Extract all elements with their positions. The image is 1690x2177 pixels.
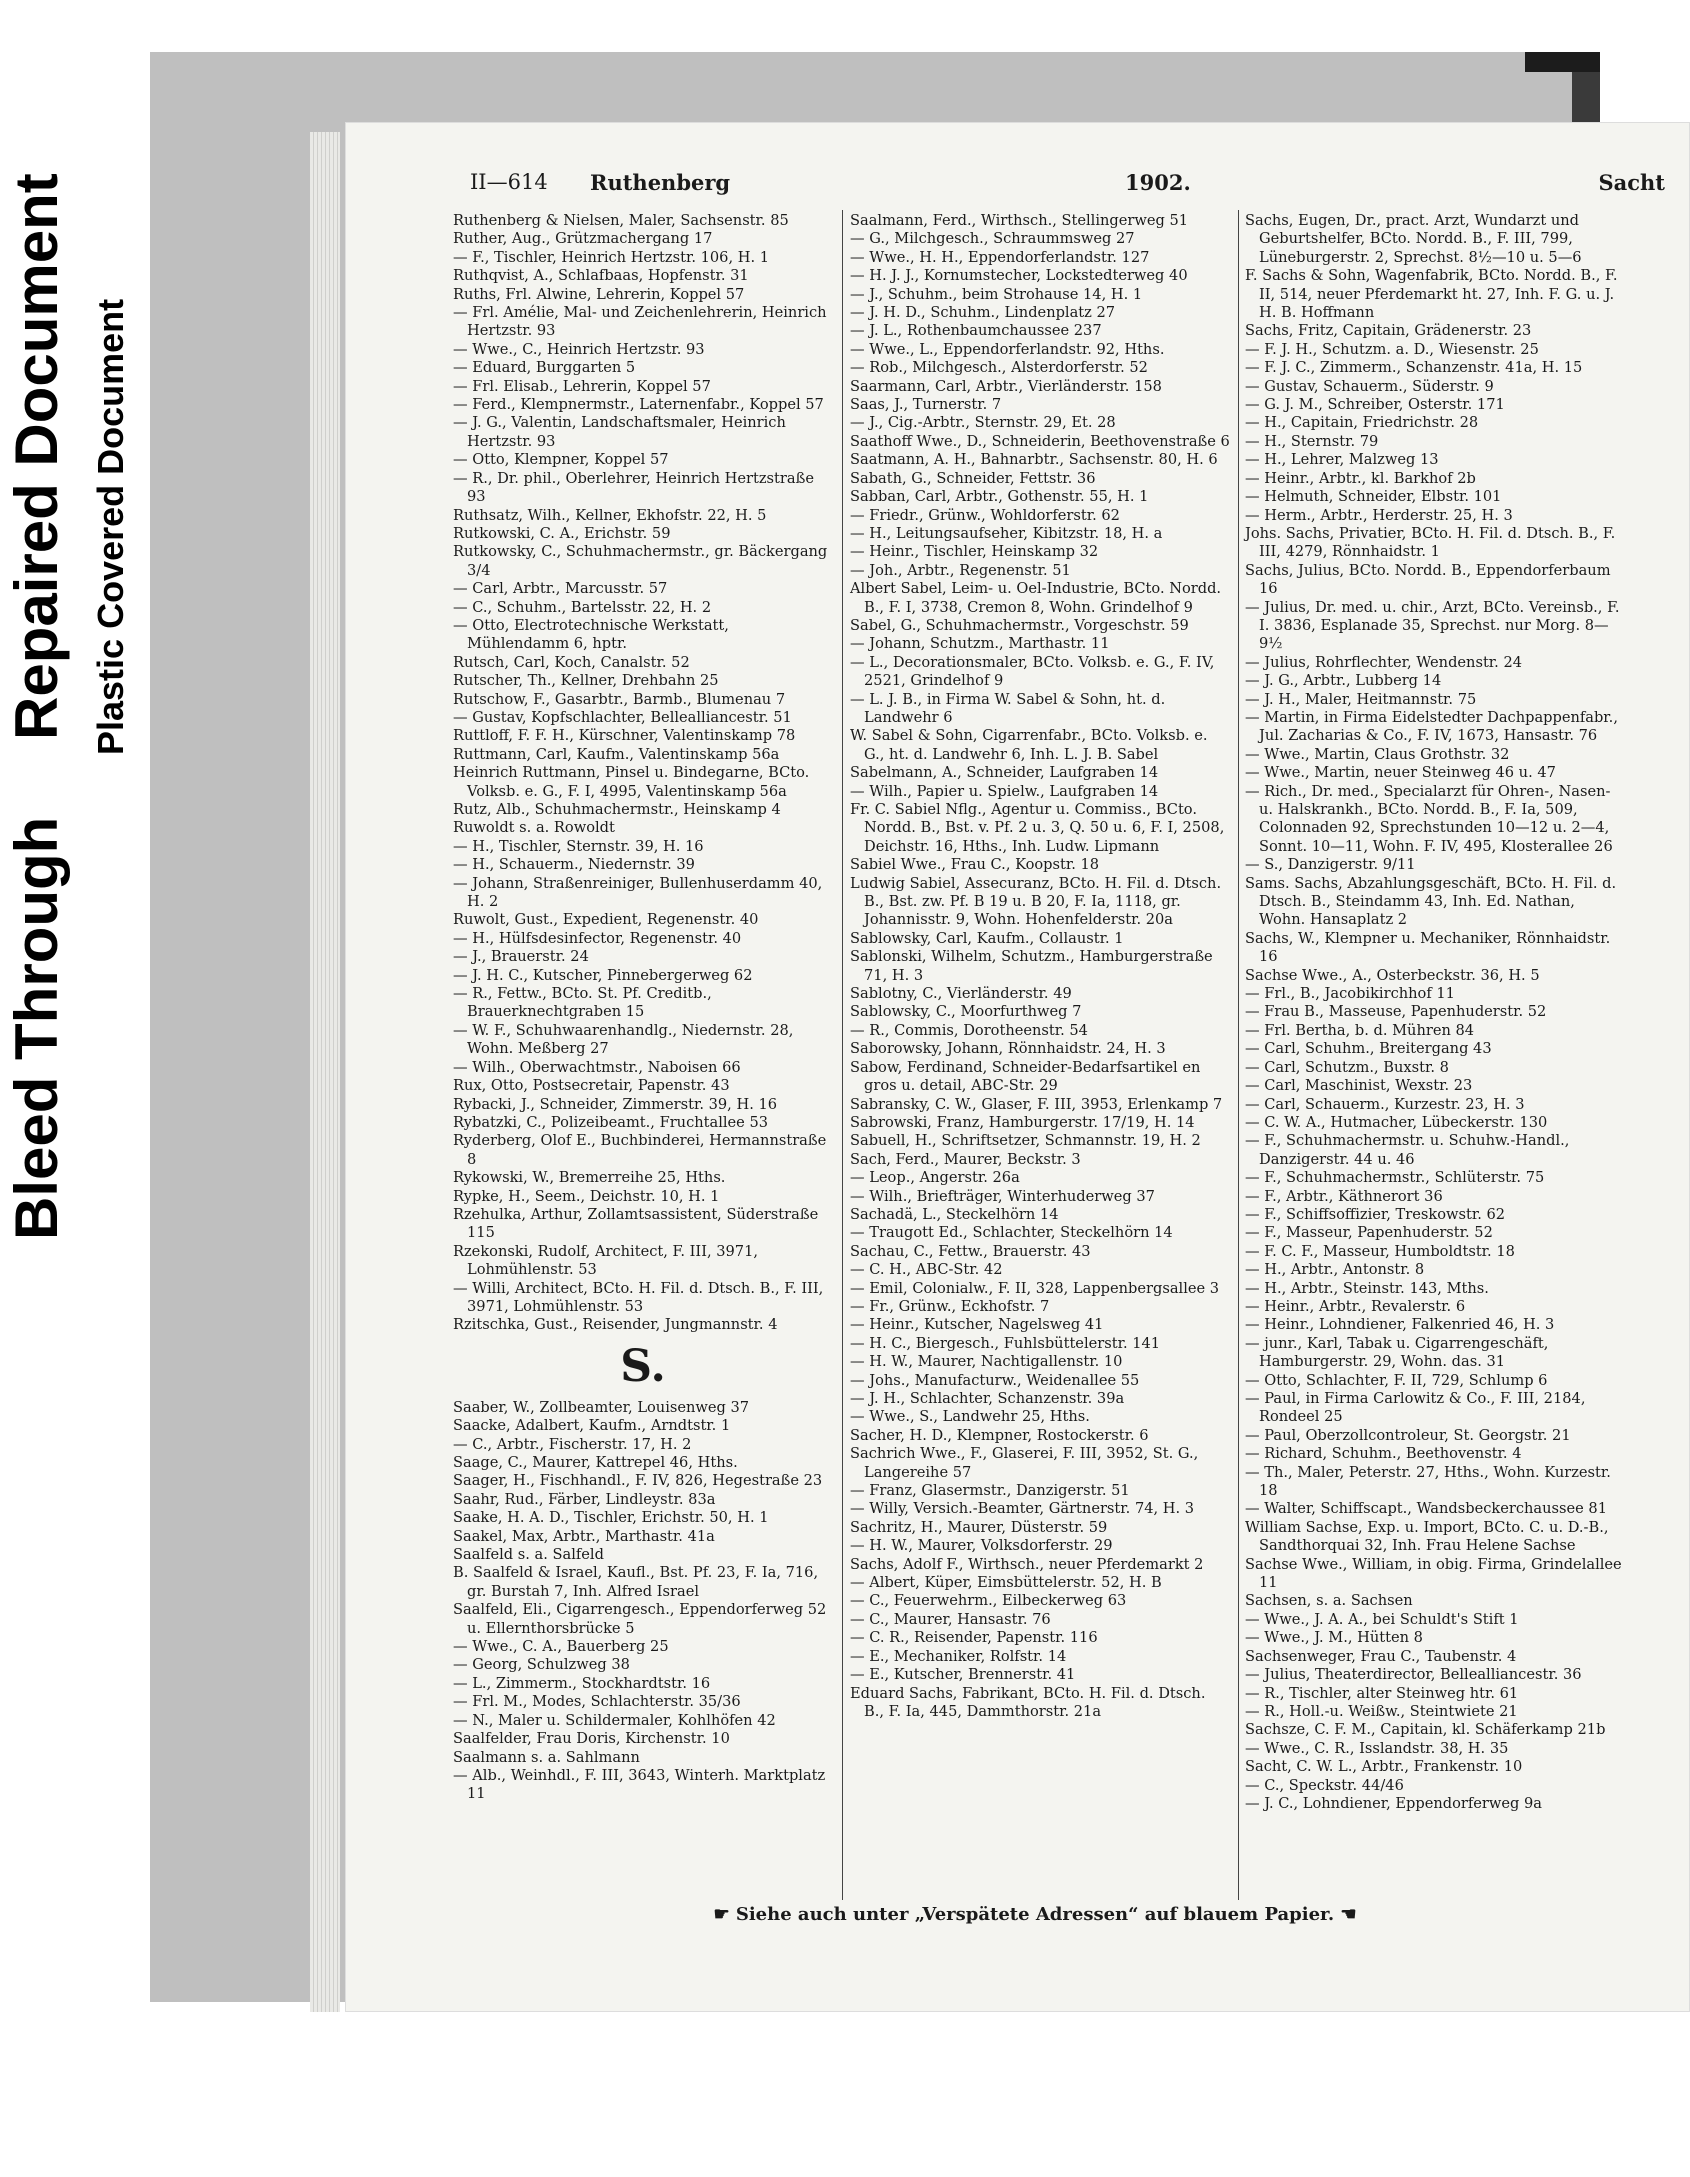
- directory-entry: — J., Cig.-Arbtr., Sternstr. 29, Et. 28: [850, 414, 1116, 432]
- page-number: II—614: [470, 170, 548, 194]
- right-keyword: Sacht: [1598, 170, 1665, 195]
- directory-entry: Sachse Wwe., William, in obig. Firma, Grindelallee 11: [1245, 1555, 1622, 1592]
- directory-entry: — J. H., Schlachter, Schanzenstr. 39a: [850, 1390, 1125, 1407]
- directory-entry: — L., Zimmerm., Stockhardtstr. 16: [453, 1674, 711, 1692]
- directory-entry: Sabiel Wwe., Frau C., Koopstr. 18: [850, 856, 1100, 874]
- directory-entry: Saakel, Max, Arbtr., Marthastr. 41a: [453, 1527, 715, 1545]
- directory-entry: Sach, Ferd., Maurer, Beckstr. 3: [850, 1150, 1081, 1168]
- directory-entry: — L., Decorationsmaler, BCto. Volksb. e. G., F. IV, 2521, Grindelhof 9: [850, 653, 1215, 690]
- directory-entry: — Julius, Rohrflechter, Wendenstr. 24: [1245, 653, 1523, 671]
- directory-entry: — Willy, Versich.-Beamter, Gärtnerstr. 74, H. 3: [850, 1500, 1195, 1518]
- directory-entry: Sabrowski, Franz, Hamburgerstr. 17/19, H. 14: [850, 1113, 1195, 1131]
- directory-entry: — H., Arbtr., Antonstr. 8: [1245, 1261, 1425, 1279]
- directory-entry: — Wilh., Briefträger, Winterhuderweg 37: [850, 1187, 1155, 1205]
- directory-entry: Sachritz, H., Maurer, Düsterstr. 59: [850, 1518, 1108, 1536]
- directory-entry: — Heinr., Lohndiener, Falkenried 46, H. 3: [1245, 1316, 1555, 1334]
- directory-entry: — Wwe., C. A., Bauerberg 25: [453, 1638, 669, 1656]
- directory-entry: — Heinr., Arbtr., kl. Barkhof 2b: [1245, 469, 1476, 487]
- directory-entry: — F., Schuhmachermstr. u. Schuhw.-Handl., Danzigerstr. 44 u. 46: [1245, 1132, 1570, 1168]
- directory-entry: — Heinr., Kutscher, Nagelsweg 41: [850, 1316, 1104, 1334]
- directory-entry: — Wilh., Papier u. Spielw., Laufgraben 14: [850, 782, 1159, 800]
- directory-entry: — J. C., Lohndiener, Eppendorferweg 9a: [1245, 1794, 1542, 1812]
- directory-entry: — E., Kutscher, Brennerstr. 41: [850, 1666, 1076, 1684]
- directory-entry: Saalmann, Ferd., Wirthsch., Stellingerweg 51: [850, 212, 1189, 229]
- directory-entry: Fr. C. Sabiel Nflg., Agentur u. Commiss., BCto. Nordd. B., Bst. v. Pf. 2 u. 3, Q. 50 u. 6, F. I, 2508, Deichstr. 16, Hths., Inh. Ludw. Lipmann: [850, 801, 1225, 855]
- directory-entry: — R., Fettw., BCto. St. Pf. Creditb., Brauerknechtgraben 15: [453, 985, 712, 1021]
- directory-entry: W. Sabel & Sohn, Cigarrenfabr., BCto. Volksb. e. G., ht. d. Landwehr 6, Inh. L. J. B. Sabel: [850, 727, 1208, 763]
- directory-entry: Ruthenberg & Nielsen, Maler, Sachsenstr. 85: [453, 212, 789, 229]
- directory-entry: Rybacki, J., Schneider, Zimmerstr. 39, H. 16: [453, 1095, 778, 1113]
- directory-entry: — H., Schauerm., Niedernstr. 39: [453, 856, 695, 874]
- directory-entry: — Frl. M., Modes, Schlachterstr. 35/36: [453, 1693, 741, 1711]
- directory-entry: — Friedr., Grünw., Wohldorferstr. 62: [850, 506, 1120, 524]
- directory-entry: Sablowsky, C., Moorfurthweg 7: [850, 1003, 1082, 1021]
- directory-entry: — G., Milchgesch., Schraummsweg 27: [850, 230, 1135, 248]
- directory-entry: Sablonski, Wilhelm, Schutzm., Hamburgerstraße 71, H. 3: [850, 948, 1213, 984]
- bleed-through-label: Bleed Through: [3, 816, 70, 1240]
- column-divider: [1238, 210, 1239, 1900]
- directory-entry: Rzekonski, Rudolf, Architect, F. III, 3971, Lohmühlenstr. 53: [453, 1242, 759, 1279]
- directory-entry: — H., Tischler, Sternstr. 39, H. 16: [453, 837, 704, 855]
- directory-entry: Ruthqvist, A., Schlafbaas, Hopfenstr. 31: [453, 267, 749, 285]
- directory-entry: — Frl. Amélie, Mal- und Zeichenlehrerin, Heinrich Hertzstr. 93: [453, 304, 827, 340]
- directory-entry: Rutz, Alb., Schuhmachermstr., Heinskamp 4: [453, 801, 781, 818]
- side-labels: [0, 0, 150, 2177]
- directory-entry: — Emil, Colonialw., F. II, 328, Lappenbergsallee 3: [850, 1279, 1220, 1297]
- directory-entry: — S., Danzigerstr. 9/11: [1245, 856, 1416, 874]
- directory-entry: — Traugott Ed., Schlachter, Steckelhörn 14: [850, 1224, 1173, 1242]
- directory-entry: — Frau B., Masseuse, Papenhuderstr. 52: [1245, 1003, 1547, 1021]
- directory-entry: — Frl. Bertha, b. d. Mühren 84: [1245, 1021, 1475, 1039]
- directory-entry: — Wilh., Oberwachtmstr., Naboisen 66: [453, 1058, 741, 1076]
- directory-entry: — G. J. M., Schreiber, Osterstr. 171: [1245, 396, 1505, 414]
- directory-entry: Rutkowski, C. A., Erichstr. 59: [453, 524, 671, 542]
- directory-entry: — Paul, Oberzollcontroleur, St. Georgstr. 21: [1245, 1426, 1571, 1444]
- directory-column-1: [453, 212, 833, 1902]
- directory-entry: Saalfeld s. a. Salfeld: [453, 1546, 604, 1564]
- directory-entry: — J., Brauerstr. 24: [453, 948, 589, 966]
- directory-entry: Sabel, G., Schuhmachermstr., Vorgeschstr. 59: [850, 616, 1189, 634]
- directory-entry: Saalfeld, Eli., Cigarrengesch., Eppendorferweg 52 u. Ellernthorsbrücke 5: [453, 1601, 827, 1637]
- directory-entry: Sachsen, s. a. Sachsen: [1245, 1592, 1413, 1610]
- directory-entry: Rzitschka, Gust., Reisender, Jungmannstr. 4: [453, 1316, 778, 1334]
- directory-entry: — Frl. Elisab., Lehrerin, Koppel 57: [453, 377, 711, 395]
- directory-entry: — Wwe., Martin, Claus Grothstr. 32: [1245, 745, 1510, 763]
- repaired-document-label: Repaired Document: [3, 173, 70, 740]
- directory-entry: — Helmuth, Schneider, Elbstr. 101: [1245, 488, 1502, 506]
- directory-entry: — Eduard, Burggarten 5: [453, 359, 636, 377]
- directory-entry: William Sachse, Exp. u. Import, BCto. C. u. D.-B., Sandthorquai 32, Inh. Frau Helene Sachse: [1245, 1518, 1609, 1555]
- directory-entry: — Gustav, Schauerm., Süderstr. 9: [1245, 377, 1494, 395]
- directory-entry: — H., Leitungsaufseher, Kibitzstr. 18, H. a: [850, 524, 1163, 542]
- plastic-covered-label: Plastic Covered Document: [90, 298, 131, 755]
- directory-entry: — H. W., Maurer, Volksdorferstr. 29: [850, 1537, 1113, 1555]
- directory-entry: Ryderberg, Olof E., Buchbinderei, Hermannstraße 8: [453, 1132, 827, 1168]
- directory-entry: Sachsenweger, Frau C., Taubenstr. 4: [1245, 1647, 1517, 1665]
- directory-entry: — L. J. B., in Firma W. Sabel & Sohn, ht. d. Landwehr 6: [850, 690, 1166, 726]
- directory-entry: Sabow, Ferdinand, Schneider-Bedarfsartikel en gros u. detail, ABC-Str. 29: [850, 1058, 1201, 1095]
- directory-entry: — Paul, in Firma Carlowitz & Co., F. III, 2184, Rondeel 25: [1245, 1390, 1586, 1426]
- directory-entry: Saacke, Adalbert, Kaufm., Arndtstr. 1: [453, 1417, 731, 1435]
- directory-entry: — E., Mechaniker, Rolfstr. 14: [850, 1647, 1067, 1665]
- directory-entry: — C., Maurer, Hansastr. 76: [850, 1610, 1051, 1628]
- directory-column-2: [850, 212, 1230, 1902]
- directory-entry: — W. F., Schuhwaarenhandlg., Niedernstr. 28, Wohn. Meßberg 27: [453, 1021, 794, 1058]
- directory-entry: — R., Tischler, alter Steinweg htr. 61: [1245, 1684, 1519, 1702]
- directory-entry: — F., Tischler, Heinrich Hertzstr. 106, H. 1: [453, 248, 770, 266]
- directory-entry: — Heinr., Arbtr., Revalerstr. 6: [1245, 1297, 1466, 1315]
- directory-entry: — J. L., Rothenbaumchaussee 237: [850, 322, 1102, 340]
- directory-entry: — Heinr., Tischler, Heinskamp 32: [850, 543, 1099, 561]
- directory-entry: — J., Schuhm., beim Strohause 14, H. 1: [850, 285, 1143, 303]
- directory-column-3: [1245, 212, 1625, 1902]
- directory-entry: Ruttmann, Carl, Kaufm., Valentinskamp 56a: [453, 745, 780, 763]
- directory-entry: Sabelmann, A., Schneider, Laufgraben 14: [850, 764, 1159, 782]
- directory-entry: — F., Schiffsoffizier, Treskowstr. 62: [1245, 1205, 1506, 1223]
- directory-entry: — J. H., Maler, Heitmannstr. 75: [1245, 690, 1477, 708]
- year: 1902.: [1125, 170, 1191, 195]
- directory-entry: Sablotny, C., Vierländerstr. 49: [850, 985, 1072, 1003]
- page-header: [470, 170, 1665, 210]
- directory-entry: Sabath, G., Schneider, Fettstr. 36: [850, 469, 1096, 487]
- directory-entry: — F., Arbtr., Käthnerort 36: [1245, 1187, 1443, 1205]
- directory-entry: — H. W., Maurer, Nachtigallenstr. 10: [850, 1353, 1123, 1371]
- directory-entry: — H. C., Biergesch., Fuhlsbüttelerstr. 141: [850, 1334, 1161, 1352]
- left-keyword: Ruthenberg: [590, 170, 731, 195]
- directory-entry: — Herm., Arbtr., Herderstr. 25, H. 3: [1245, 506, 1513, 524]
- directory-entry: — Rich., Dr. med., Specialarzt für Ohren-, Nasen- u. Halskrankh., BCto. Nordd. B., F. Ia, 509, Colonnaden 92, Sprechstunden 10—12 u. 2—4, Sonnt. 10—11, Wohn. F. IV, 495, Klosterallee 26: [1245, 782, 1613, 855]
- directory-entry: F. Sachs & Sohn, Wagenfabrik, BCto. Nordd. B., F. II, 514, neuer Pferdemarkt ht. 27, Inh. F. G. u. J. H. B. Hoffmann: [1245, 267, 1618, 322]
- section-letter: S.: [620, 1340, 666, 1392]
- directory-entry: — F., Masseur, Papenhuderstr. 52: [1245, 1224, 1493, 1242]
- directory-entry: Saatmann, A. H., Bahnarbtr., Sachsenstr. 80, H. 6: [850, 451, 1218, 469]
- directory-entry: Sabuell, H., Schriftsetzer, Schmannstr. 19, H. 2: [850, 1132, 1201, 1150]
- directory-entry: Rutschow, F., Gasarbtr., Barmb., Blumenau 7: [453, 690, 786, 708]
- directory-entry: Ludwig Sabiel, Assecuranz, BCto. H. Fil. d. Dtsch. B., Bst. zw. Pf. B 19 u. B 20, F. Ia, 1118, gr. Johannisstr. 9, Wohn. Hohenfelderstr. 20a: [850, 874, 1222, 929]
- directory-entry: — J. H. C., Kutscher, Pinnebergerweg 62: [453, 966, 753, 984]
- directory-entry: — Walter, Schiffscapt., Wandsbeckerchaussee 81: [1245, 1500, 1607, 1518]
- directory-entry: Rutscher, Th., Kellner, Drehbahn 25: [453, 672, 719, 690]
- directory-entry: Ruther, Aug., Grützmachergang 17: [453, 230, 713, 248]
- directory-entry: Rybatzki, C., Polizeibeamt., Fruchtallee 53: [453, 1113, 769, 1131]
- directory-entry: — Willi, Architect, BCto. H. Fil. d. Dtsch. B., F. III, 3971, Lohmühlenstr. 53: [453, 1279, 824, 1315]
- directory-entry: — Alb., Weinhdl., F. III, 3643, Winterh. Marktplatz 11: [453, 1766, 826, 1803]
- directory-entry: Ruwolt, Gust., Expedient, Regenenstr. 40: [453, 911, 759, 929]
- directory-entry: — Carl, Arbtr., Marcusstr. 57: [453, 580, 668, 598]
- directory-entry: — Wwe., J. A. A., bei Schuldt's Stift 1: [1245, 1610, 1519, 1628]
- directory-entry: Saahr, Rud., Färber, Lindleystr. 83a: [453, 1490, 716, 1508]
- directory-entry: Saathoff Wwe., D., Schneiderin, Beethovenstraße 6: [850, 432, 1230, 450]
- directory-entry: — Wwe., J. M., Hütten 8: [1245, 1629, 1423, 1647]
- directory-entry: Rypke, H., Seem., Deichstr. 10, H. 1: [453, 1187, 720, 1205]
- directory-entry: B. Saalfeld & Israel, Kaufl., Bst. Pf. 23, F. Ia, 716, gr. Burstah 7, Inh. Alfred Israel: [453, 1564, 819, 1600]
- directory-entry: Saarmann, Carl, Arbtr., Vierländerstr. 158: [850, 377, 1162, 395]
- directory-entry: Sachs, Adolf F., Wirthsch., neuer Pferdemarkt 2: [850, 1555, 1204, 1573]
- directory-entry: — Leop., Angerstr. 26a: [850, 1169, 1020, 1187]
- directory-entry: — Julius, Dr. med. u. chir., Arzt, BCto. Vereinsb., F. I. 3836, Esplanade 35, Sprechst. nur Morg. 8—9½: [1245, 598, 1620, 653]
- directory-entry: — F., Schuhmachermstr., Schlüterstr. 75: [1245, 1169, 1545, 1187]
- directory-entry: — Johs., Manufacturw., Weidenallee 55: [850, 1371, 1140, 1389]
- directory-entry: — Otto, Electrotechnische Werkstatt, Mühlendamm 6, hptr.: [453, 616, 729, 653]
- directory-entry: Sacht, C. W. L., Arbtr., Frankenstr. 10: [1245, 1758, 1523, 1776]
- directory-entry: — Wwe., L., Eppendorferlandstr. 92, Hths.: [850, 340, 1165, 358]
- directory-entry: Rutkowsky, C., Schuhmachermstr., gr. Bäckergang 3/4: [453, 543, 828, 579]
- directory-entry: Saake, H. A. D., Tischler, Erichstr. 50, H. 1: [453, 1509, 769, 1527]
- directory-entry: — C. W. A., Hutmacher, Lübeckerstr. 130: [1245, 1113, 1548, 1131]
- directory-entry: — Franz, Glasermstr., Danzigerstr. 51: [850, 1482, 1130, 1500]
- directory-entry: — N., Maler u. Schildermaler, Kohlhöfen 42: [453, 1711, 776, 1729]
- directory-entry: — J. G., Valentin, Landschaftsmaler, Heinrich Hertzstr. 93: [453, 414, 786, 450]
- directory-entry: Sachs, Fritz, Capitain, Grädenerstr. 23: [1245, 322, 1532, 340]
- directory-entry: — J. G., Arbtr., Lubberg 14: [1245, 672, 1442, 690]
- directory-entry: — H., Hülfsdesinfector, Regenenstr. 40: [453, 929, 742, 947]
- directory-entry: — Albert, Küper, Eimsbüttelerstr. 52, H. B: [850, 1574, 1162, 1592]
- directory-entry: Sachs, Eugen, Dr., pract. Arzt, Wundarzt und Geburtshelfer, BCto. Nordd. B., F. III, 799, Lüneburgerstr. 2, Sprechst. 8½—10 u. 5—6: [1245, 212, 1582, 266]
- directory-entry: Sachse Wwe., A., Osterbeckstr. 36, H. 5: [1245, 966, 1540, 984]
- directory-entry: — H. J. J., Kornumstecher, Lockstedterweg 40: [850, 267, 1188, 285]
- directory-entry: — Th., Maler, Peterstr. 27, Hths., Wohn. Kurzestr. 18: [1245, 1463, 1611, 1500]
- directory-entry: Sabban, Carl, Arbtr., Gothenstr. 55, H. 1: [850, 488, 1149, 506]
- directory-entry: — R., Commis, Dorotheenstr. 54: [850, 1021, 1088, 1039]
- scan-background: [150, 52, 1665, 2002]
- directory-entry: Saaber, W., Zollbeamter, Louisenweg 37: [453, 1398, 750, 1416]
- directory-entry: — H., Capitain, Friedrichstr. 28: [1245, 414, 1479, 432]
- scanner-edge-top: [1525, 52, 1600, 72]
- directory-entry: — Rob., Milchgesch., Alsterdorferstr. 52: [850, 359, 1148, 377]
- directory-entry: — Wwe., C., Heinrich Hertzstr. 93: [453, 340, 705, 358]
- directory-entry: — C., Schuhm., Bartelsstr. 22, H. 2: [453, 598, 712, 616]
- directory-entry: Johs. Sachs, Privatier, BCto. H. Fil. d. Dtsch. B., F. III, 4279, Rönnhaidstr. 1: [1245, 524, 1616, 561]
- directory-entry: Saager, H., Fischhandl., F. IV, 826, Hegestraße 23: [453, 1472, 823, 1490]
- directory-entry: — C., Speckstr. 44/46: [1245, 1776, 1404, 1794]
- directory-entry: Sachau, C., Fettw., Brauerstr. 43: [850, 1242, 1091, 1260]
- directory-entry: — H., Lehrer, Malzweg 13: [1245, 451, 1439, 469]
- directory-entry: Ruthsatz, Wilh., Kellner, Ekhofstr. 22, H. 5: [453, 506, 767, 524]
- document-page: [345, 122, 1690, 2012]
- directory-entry: — Otto, Klempner, Koppel 57: [453, 451, 669, 469]
- directory-entry: Heinrich Ruttmann, Pinsel u. Bindegarne, BCto. Volksb. e. G., F. I, 4995, Valentinskamp 56a: [453, 764, 810, 800]
- directory-entry: — Georg, Schulzweg 38: [453, 1656, 630, 1674]
- directory-entry: — H., Arbtr., Steinstr. 143, Mths.: [1245, 1279, 1489, 1297]
- directory-entry: — Wwe., C. R., Isslandstr. 38, H. 35: [1245, 1739, 1509, 1757]
- directory-entry: — Joh., Arbtr., Regenenstr. 51: [850, 561, 1071, 579]
- directory-entry: Sachadä, L., Steckelhörn 14: [850, 1205, 1059, 1223]
- directory-entry: — junr., Karl, Tabak u. Cigarrengeschäft, Hamburgerstr. 29, Wohn. das. 31: [1245, 1334, 1549, 1371]
- directory-entry: — Julius, Theaterdirector, Bellealliancestr. 36: [1245, 1666, 1582, 1684]
- directory-entry: — Ferd., Klempnermstr., Laternenfabr., Koppel 57: [453, 396, 824, 414]
- page-edge-strips: [310, 132, 340, 2012]
- directory-entry: Rutsch, Carl, Koch, Canalstr. 52: [453, 653, 690, 671]
- directory-entry: — Carl, Maschinist, Wexstr. 23: [1245, 1077, 1473, 1095]
- directory-entry: — Otto, Schlachter, F. II, 729, Schlump 6: [1245, 1371, 1548, 1389]
- directory-entry: — C., Arbtr., Fischerstr. 17, H. 2: [453, 1435, 692, 1453]
- directory-entry: Saborowsky, Johann, Rönnhaidstr. 24, H. 3: [850, 1040, 1166, 1058]
- directory-entry: Saas, J., Turnerstr. 7: [850, 396, 1002, 414]
- directory-entry: — Wwe., S., Landwehr 25, Hths.: [850, 1408, 1090, 1426]
- directory-entry: Rykowski, W., Bremerreihe 25, Hths.: [453, 1169, 726, 1187]
- directory-entry: Albert Sabel, Leim- u. Oel-Industrie, BCto. Nordd. B., F. I, 3738, Cremon 8, Wohn. Grindelhof 9: [850, 580, 1222, 616]
- directory-entry: Rzehulka, Arthur, Zollamtsassistent, Süderstraße 115: [453, 1205, 819, 1242]
- directory-entry: — C., Feuerwehrm., Eilbeckerweg 63: [850, 1592, 1127, 1610]
- directory-entry: — H., Sternstr. 79: [1245, 432, 1379, 450]
- directory-entry: Sachsze, C. F. M., Capitain, kl. Schäferkamp 21b: [1245, 1721, 1606, 1739]
- directory-entry: Sachs, W., Klempner u. Mechaniker, Rönnhaidstr. 16: [1245, 929, 1611, 966]
- directory-entry: — Richard, Schuhm., Beethovenstr. 4: [1245, 1445, 1522, 1463]
- directory-entry: Sablowsky, Carl, Kaufm., Collaustr. 1: [850, 929, 1124, 947]
- directory-entry: Ruttloff, F. F. H., Kürschner, Valentinskamp 78: [453, 727, 796, 745]
- directory-entry: Saalmann s. a. Sahlmann: [453, 1748, 640, 1766]
- column-divider: [842, 210, 843, 1900]
- directory-entry: — Wwe., Martin, neuer Steinweg 46 u. 47: [1245, 764, 1556, 782]
- directory-entry: — Carl, Schuhm., Breitergang 43: [1245, 1040, 1492, 1058]
- directory-entry: — C. R., Reisender, Papenstr. 116: [850, 1629, 1098, 1647]
- directory-entry: Sams. Sachs, Abzahlungsgeschäft, BCto. H. Fil. d. Dtsch. B., Steindamm 43, Inh. Ed. Nathan, Wohn. Hansaplatz 2: [1245, 874, 1617, 929]
- directory-entry: — Johann, Straßenreiniger, Bullenhuserdamm 40, H. 2: [453, 874, 823, 911]
- directory-entry: — F. J. C., Zimmerm., Schanzenstr. 41a, H. 15: [1245, 359, 1583, 377]
- directory-entry: — J. H. D., Schuhm., Lindenplatz 27: [850, 304, 1116, 322]
- directory-entry: — Martin, in Firma Eidelstedter Dachpappenfabr., Jul. Zacharias & Co., F. IV, 1673, Hansastr. 76: [1245, 708, 1618, 745]
- directory-entry: Saalfelder, Frau Doris, Kirchenstr. 10: [453, 1730, 730, 1748]
- directory-entry: — Carl, Schutzm., Buxstr. 8: [1245, 1058, 1449, 1076]
- directory-entry: Ruwoldt s. a. Rowoldt: [453, 819, 615, 837]
- directory-entry: — Wwe., H. H., Eppendorferlandstr. 127: [850, 248, 1150, 266]
- directory-entry: Sachrich Wwe., F., Glaserei, F. III, 3952, St. G., Langereihe 57: [850, 1445, 1199, 1481]
- directory-entry: Rux, Otto, Postsecretair, Papenstr. 43: [453, 1077, 730, 1095]
- directory-entry: — C. H., ABC-Str. 42: [850, 1261, 1003, 1279]
- directory-entry: — Fr., Grünw., Eckhofstr. 7: [850, 1297, 1050, 1315]
- directory-entry: — Johann, Schutzm., Marthastr. 11: [850, 635, 1110, 653]
- directory-entry: — F. C. F., Masseur, Humboldtstr. 18: [1245, 1242, 1515, 1260]
- directory-entry: Saage, C., Maurer, Kattrepel 46, Hths.: [453, 1454, 738, 1471]
- directory-entry: Sachs, Julius, BCto. Nordd. B., Eppendorferbaum 16: [1245, 561, 1611, 598]
- directory-entry: — Carl, Schauerm., Kurzestr. 23, H. 3: [1245, 1095, 1525, 1113]
- directory-entry: — R., Holl.-u. Weißw., Steintwiete 21: [1245, 1702, 1518, 1720]
- directory-entry: — Frl., B., Jacobikirchhof 11: [1245, 985, 1455, 1003]
- directory-entry: Eduard Sachs, Fabrikant, BCto. H. Fil. d. Dtsch. B., F. Ia, 445, Dammthorstr. 21a: [850, 1684, 1206, 1720]
- footer-note: ☛ Siehe auch unter „Verspätete Adressen“ auf blauem Papier. ☚: [713, 1904, 1357, 1925]
- directory-entry: Sacher, H. D., Klempner, Rostockerstr. 6: [850, 1426, 1149, 1444]
- directory-entry: — Gustav, Kopfschlachter, Bellealliancestr. 51: [453, 708, 792, 726]
- directory-entry: — F. J. H., Schutzm. a. D., Wiesenstr. 25: [1245, 340, 1539, 358]
- directory-entry: Ruths, Frl. Alwine, Lehrerin, Koppel 57: [453, 285, 745, 303]
- directory-entry: Sabransky, C. W., Glaser, F. III, 3953, Erlenkamp 7: [850, 1095, 1223, 1113]
- directory-entry: — R., Dr. phil., Oberlehrer, Heinrich Hertzstraße 93: [453, 469, 814, 506]
